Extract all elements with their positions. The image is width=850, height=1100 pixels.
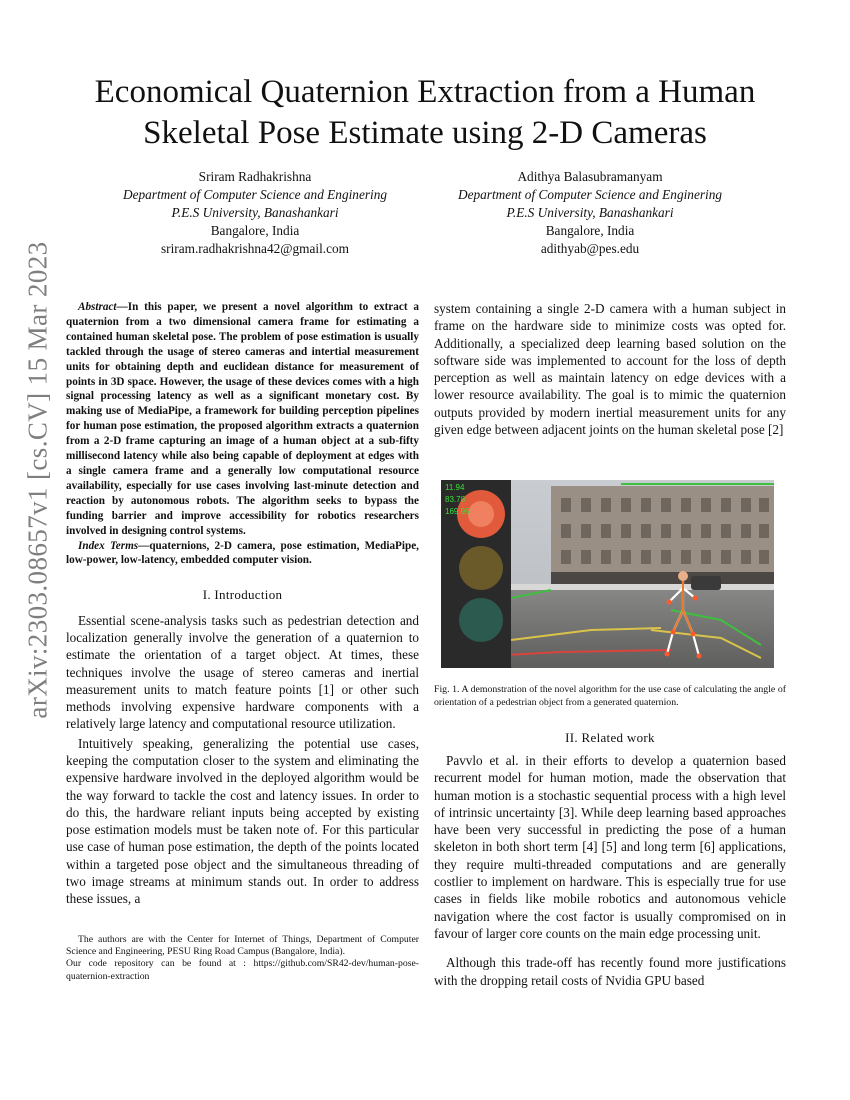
overlay-value-3: 169.95 bbox=[445, 507, 470, 516]
intro-paragraph-1: Essential scene-analysis tasks such as pedestrian detection and localization generally involve the generation of a quaternion to estimate the orientation of a target object. At times, these techniques involve the usage of stereo cameras and inertial measurement units to match feature points [1] or other such methods involving expensive hardware components with a relatively large latency and computational resource utilization. bbox=[66, 612, 419, 732]
intro-paragraph-2: Intuitively speaking, generalizing the potential use cases, keeping the computation closer to the system and eliminating the expensive hardware involved in the deployed algorithm would be the way forward to tackle the cost and latency issues. In order to do this, the hardware reliant inputs being accepted by existing pose estimation models must be taken note of. For this particular use case of human pose estimation, the depth of the points located within a targeted pose object and the simultaneous threading of two image streams at minimum stands out. In order to address these issues, a bbox=[66, 735, 419, 907]
index-terms bbox=[66, 539, 419, 569]
amber-light bbox=[459, 546, 503, 590]
abstract bbox=[66, 300, 419, 539]
related-paragraph-1: Pavvlo et al. in their efforts to develop a quaternion based recurrent model for human motion, made the observation that human motion is a stochastic sequential process with a high level of intrinsic uncertainty [3]. While deep learning based approaches have been very successful in predicting the pose of a human skeleton in both short term [4] [5] and long term [6] applications, they require multi-threaded computations and are generally costlier to implement on hardware. This is especially true for use cases in fields like mobile robotics and autonomous vehicle navigation where the cost factor is usually compromised on in favour of larger core counts on the main edge processing unit. bbox=[434, 753, 786, 941]
author-univ: P.E.S University, Banashankari bbox=[506, 205, 674, 220]
author-name: Sriram Radhakrishna bbox=[198, 169, 312, 184]
figure-1-caption: Fig. 1. A demonstration of the novel algorithm for the use case of calculating the angle of orientation of a pedestrian object from a generated quaternion. bbox=[434, 684, 786, 708]
author-name: Adithya Balasubramanyam bbox=[517, 169, 663, 184]
footnote-affiliation: The authors are with the Center for Internet of Things, Department of Computer Science and Engineering, PESU Ring Road Campus (Bangalore, India). bbox=[66, 934, 419, 958]
author-univ: P.E.S University, Banashankari bbox=[171, 205, 339, 220]
right-column-bottom bbox=[434, 752, 786, 989]
overlay-value-1: 11.94 bbox=[445, 483, 465, 492]
index-terms-lead: Index Terms bbox=[78, 539, 139, 552]
paper-title bbox=[60, 72, 790, 154]
abstract-text: —In this paper, we present a novel algorithm to extract a quaternion from a two dimensional camera frame for estimating a contained human skeletal pose. The problem of pose estimation is usually tackled through the usage of stereo cameras and intertial measurement units for obtaining depth and euclidean distance for measurement of points in 3D space. However, the usage of these devices comes with a high signal processing latency as well as a significant monetary cost. By making use of MediaPipe, a framework for building perception pipelines for human pose estimation, the proposed algorithm extracts a quaternion from a 2-D frame capturing an image of a human object at a sub-fifty millisecond latency while also being capable of deployment at edges with a single camera frame and a generally low computational resource availability, especially for use cases involving last-minute detection and reaction by autonomous robots. The algorithm seeks to bypass the funding barrier and improve accessibility for robotics researchers involved in designing control systems. bbox=[66, 301, 419, 537]
author-block-2 bbox=[420, 168, 760, 258]
author-city: Bangalore, India bbox=[210, 223, 300, 238]
author-email: adithyab@pes.edu bbox=[540, 241, 640, 256]
author-block-1 bbox=[85, 168, 425, 258]
figure-1-image bbox=[441, 480, 774, 668]
author-dept: Department of Computer Science and Enginering bbox=[457, 187, 723, 202]
related-paragraph-2: Although this trade-off has recently found more justifications with the dropping retail costs of Nvidia GPU based bbox=[434, 955, 786, 988]
right-paragraph-1: system containing a single 2-D camera with a human subject in frame on the hardware side to minimize costs was opted for. Additionally, a specialized deep learning based solution on the software side was implemented to account for the loss of depth perception as well as maintain latency on edge devices with a lower resource availability. The goal is to mimic the quaternion outputs provided by modern inertial measurement units for any given edge between adjacent joints on the human skeletal pose [2] bbox=[434, 301, 786, 438]
section-heading-related-work: II. Related work bbox=[565, 730, 655, 745]
title-line-1: Economical Quaternion Extraction from a Human bbox=[94, 74, 756, 110]
right-column-top bbox=[434, 300, 786, 438]
index-terms-text: —quaternions, 2-D camera, pose estimation, MediaPipe, low-power, low-latency, embedded computer vision. bbox=[66, 539, 419, 567]
overlay-value-2: 83.78 bbox=[445, 495, 466, 504]
footnote-repo: Our code repository can be found at : https://github.com/SR42-dev/human-pose-quaternion-extraction bbox=[66, 958, 419, 982]
section-heading-introduction: I. Introduction bbox=[202, 587, 283, 603]
author-email: sriram.radhakrishna42@gmail.com bbox=[160, 241, 349, 256]
footnote bbox=[66, 934, 419, 983]
figure-street-scene bbox=[441, 480, 774, 668]
left-column bbox=[66, 300, 419, 908]
arxiv-stamp: arXiv:2303.08657v1 [cs.CV] 15 Mar 2023 bbox=[22, 241, 53, 719]
green-light bbox=[459, 598, 503, 642]
abstract-lead: Abstract bbox=[78, 301, 117, 313]
title-line-2: Skeletal Pose Estimate using 2-D Cameras bbox=[143, 115, 707, 151]
author-city: Bangalore, India bbox=[545, 223, 635, 238]
author-dept: Department of Computer Science and Enginering bbox=[122, 187, 388, 202]
